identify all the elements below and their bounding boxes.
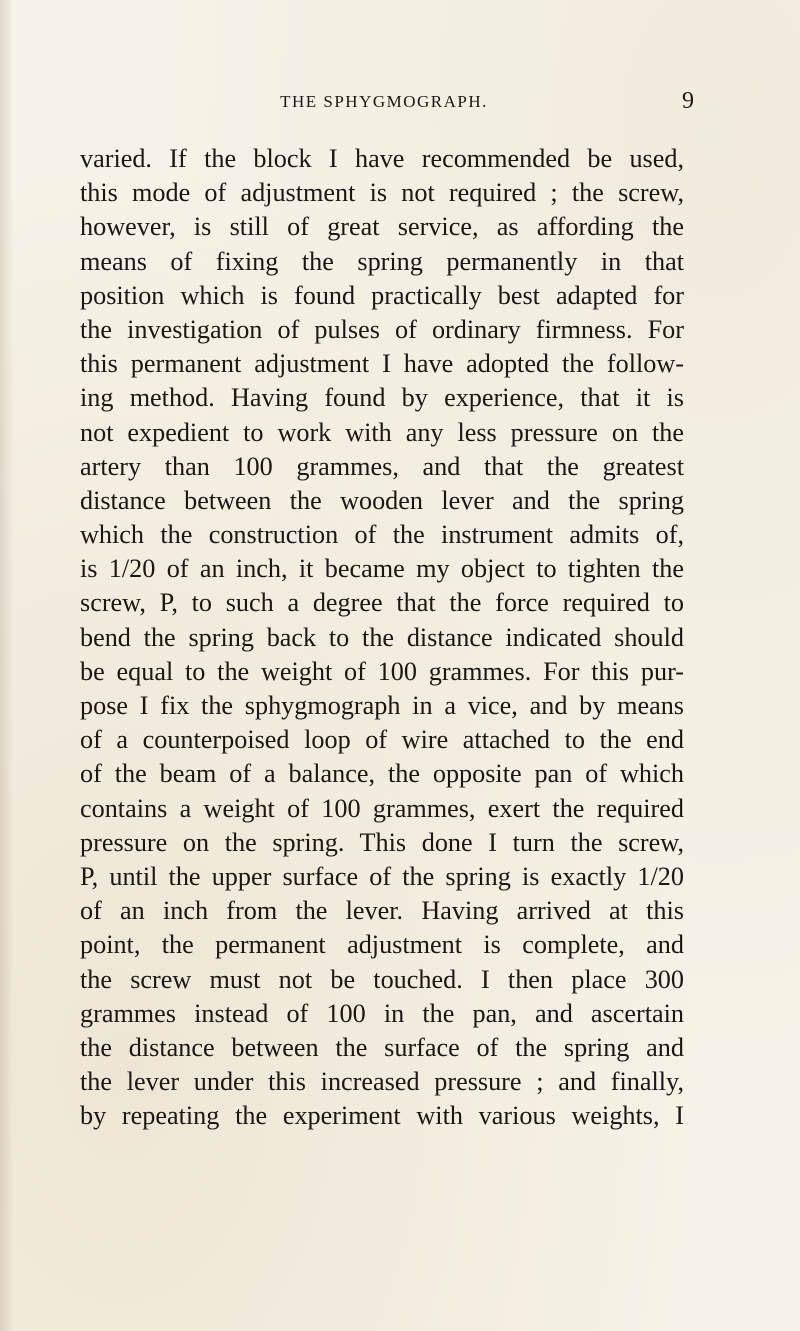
text-line: the lever under this increased pressure ; and finally, — [80, 1067, 684, 1097]
text-line: point, the permanent adjustment is complete, and — [80, 930, 684, 960]
text-line: grammes instead of 100 in the pan, and ascertain — [80, 998, 684, 1028]
running-title: THE SPHYGMOGRAPH. — [280, 92, 488, 111]
text-line: position which is found practically best adapted for — [80, 280, 684, 310]
body-text — [80, 142, 684, 1133]
text-line: ing method. Having found by experience, that it is — [80, 383, 684, 413]
text-line: by repeating the experiment with various weights, I — [80, 1101, 684, 1131]
text-line: is 1/20 of an inch, it became my object to tighten the — [80, 554, 684, 584]
text-line: the screw must not be touched. I then place 300 — [80, 964, 684, 994]
text-line: distance between the wooden lever and the spring — [80, 485, 684, 515]
text-line: however, is still of great service, as affording the — [80, 212, 684, 242]
text-line: the investigation of pulses of ordinary firmness. For — [80, 314, 684, 344]
text-line: contains a weight of 100 grammes, exert the required — [80, 793, 684, 823]
text-line: bend the spring back to the distance indicated should — [80, 622, 684, 652]
text-line: which the construction of the instrument admits of, — [80, 520, 684, 550]
text-line: this mode of adjustment is not required ; the screw, — [80, 178, 684, 208]
text-line: varied. If the block I have recommended be used, — [80, 144, 684, 173]
text-line: of an inch from the lever. Having arrived at this — [80, 896, 684, 926]
text-line: of a counterpoised loop of wire attached to the end — [80, 725, 684, 755]
text-line: screw, P, to such a degree that the force required to — [80, 588, 684, 618]
text-line: the distance between the surface of the spring and — [80, 1032, 684, 1062]
page-gutter-shadow — [0, 0, 14, 1331]
text-line: this permanent adjustment I have adopted the follow- — [80, 349, 684, 379]
text-line: means of fixing the spring permanently in that — [80, 246, 684, 276]
running-header — [80, 88, 694, 116]
text-line: pose I fix the sphygmograph in a vice, and by means — [80, 691, 684, 720]
text-line: artery than 100 grammes, and that the greatest — [80, 451, 684, 481]
text-line: not expedient to work with any less pressure on the — [80, 417, 684, 447]
text-line: be equal to the weight of 100 grammes. For this pur- — [80, 656, 684, 686]
text-line: of the beam of a balance, the opposite pan of which — [80, 759, 684, 789]
page-number: 9 — [682, 88, 694, 114]
text-line: P, until the upper surface of the spring is exactly 1/20 — [80, 861, 684, 891]
text-line: pressure on the spring. This done I turn the screw, — [80, 827, 684, 857]
